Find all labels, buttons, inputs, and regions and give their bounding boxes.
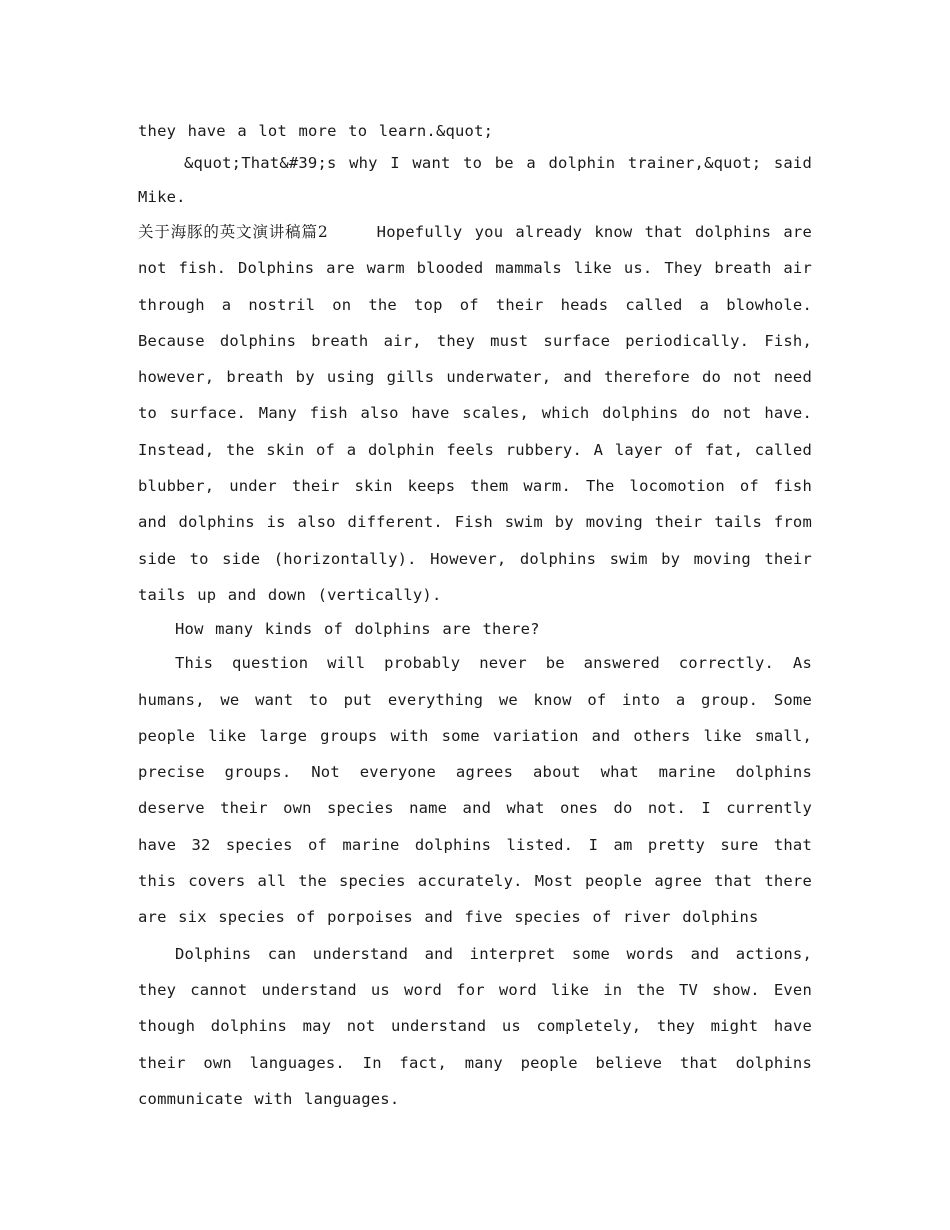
paragraph-species: This question will probably never be answered correctly. As humans, we want to put everything we know of into a group. Some people like large groups with some variation and others like small, precise groups. Not everyone agrees about what marine dolphins deserve their own species name and what ones do not. I currently have 32 species of marine dolphins listed. I am pretty sure that this covers all the species accurately. Most people agree that there are six species of porpoises and five species of river dolphins [138,654,812,927]
paragraph-understanding: Dolphins can understand and interpret some words and actions, they cannot understand us word for word like in the TV show. Even though dolphins may not understand us completely, they might have their own languages. In fact, many people believe that dolphins communicate with languages. [138,944,812,1108]
paragraph-quote: &quot;That&#39;s why I want to be a dolphin trainer,&quot; said Mike. [138,154,812,206]
section-body: Hopefully you already know that dolphins are not fish. Dolphins are warm blooded mammals like us. They breath air through a nostril on the top of their heads called a blowhole. Because dolphins breath air, they must surface periodically. Fish, however, breath by using gills underwater, and therefore do not need to surface. Many fish also have scales, which dolphins do not have. Instead, the skin of a dolphin feels rubbery. A layer of fat, called blubber, under their skin keeps them warm. The locomotion of fish and dolphins is also different. Fish swim by moving their tails from side to side (horizontally). However, dolphins swim by moving their tails up and down (vertically). [138,223,812,604]
document-body [138,116,812,1117]
paragraph-continuation: they have a lot more to learn.&quot; [138,122,494,140]
section-heading: 关于海豚的英文演讲稿篇2 [138,223,328,241]
paragraph-question: How many kinds of dolphins are there? [175,620,540,639]
section-paragraph [138,214,812,613]
